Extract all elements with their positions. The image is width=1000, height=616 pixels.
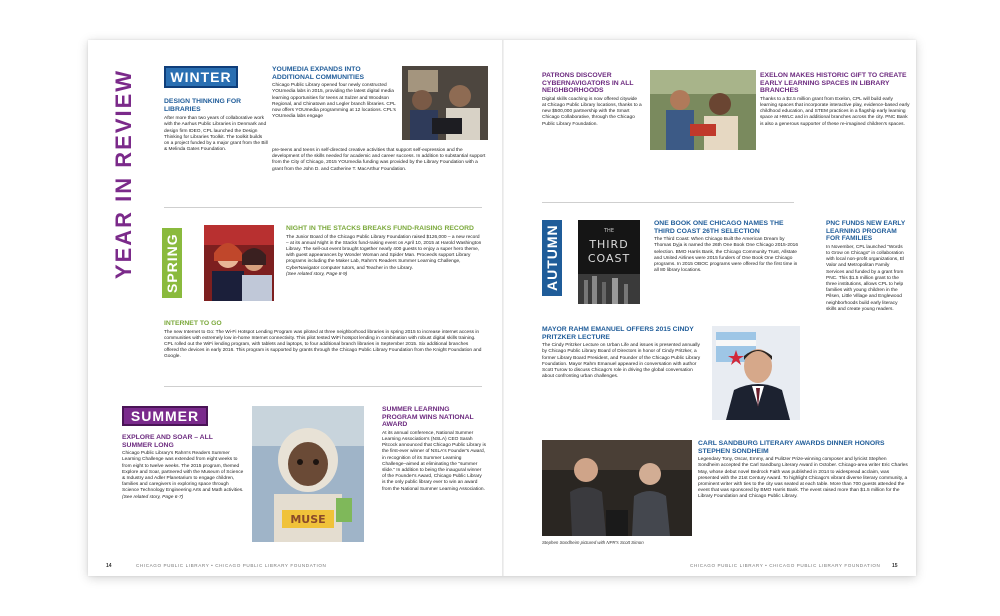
autumn-label: AUTUMN xyxy=(542,220,562,296)
night-in-the-stacks-text: The Junior Board of the Chicago Public Library Foundation raised $126,000 – a new record – at its annual Night in the Stacks fund-raising event on April 10, 2015 at Harold Washington Library. The sell-out event brought together nearly 400 guests to enjoy a super hero theme, with guest appearances by Wonder Woman and Spider Man. Proceeds support Library programs including the Maker Lab, Rahm's Readers Summer Learning Challenge, CyberNavigator computer tutors, and Teacher in the Library. xyxy=(286,234,482,271)
book-title-line-2: COAST xyxy=(587,252,631,265)
explore-and-soar-section xyxy=(122,434,244,501)
cybernavigators-heading: PATRONS DISCOVER CYBERNAVIGATORS IN ALL NEIGHBORHOODS xyxy=(542,72,634,95)
mayor-portrait-photo xyxy=(712,326,800,420)
pnc-text: In November, CPL launched "Words to Grow on Chicago" in collaboration with local non-profit organizations, El Valor and Metropolitan Family Services and funded by a grant from PNC. This $1.5 million grant to the three institutions, allows CPL to help families with young children in the Pilsen, Little Village and Englewood neighborhoods build early literacy skills and create young readers. xyxy=(826,244,905,312)
sandburg-awards-heading: CARL SANDBURG LITERARY AWARDS DINNER HONORS STEPHEN SONDHEIM xyxy=(698,440,885,455)
photo-sign-text: MUSE xyxy=(290,513,326,526)
internet-to-go-section xyxy=(164,320,482,361)
book-title-line-1: THIRD xyxy=(589,238,629,251)
left-footer: CHICAGO PUBLIC LIBRARY • CHICAGO PUBLIC LIBRARY FOUNDATION xyxy=(136,563,327,568)
exelon-heading: EXELON MAKES HISTORIC GIFT TO CREATE EARLY LEARNING SPACES IN LIBRARY BRANCHES xyxy=(760,72,907,95)
explore-and-soar-heading: EXPLORE AND SOAR – ALL SUMMER LONG xyxy=(122,434,213,449)
cybernavigators-text: Digital skills coaching is now offered citywide at Chicago Public Library locations, thanks to a new $500,000 partnership with the Smart Chicago Collaborative, through the Chicago Public Library Foundation. xyxy=(542,96,642,127)
sandburg-awards-text: Legendary Tony, Oscar, Emmy, and Pulitzer Prize-winning composer and lyricist Stephen Sondheim accepted the Carl Sandburg Literary Award in October. Chicago-area writer Eric Charles May, whose debut novel Bedrock Faith was published in 2014 to widespread acclaim, was presented with the 21st Century Award. To highlight Chicago's vibrant diverse literary community, a prominent writer with ties to the city was seated at each table. More than 700 guests attended the event that was sponsored by BMO Harris Bank. The event raised more than $1.5 million for the Library Foundation and Chicago Public Library. xyxy=(698,457,908,500)
early-learning-photo xyxy=(650,70,756,150)
youmedia-section xyxy=(272,66,396,120)
section-divider xyxy=(542,202,794,203)
right-footer: CHICAGO PUBLIC LIBRARY • CHICAGO PUBLIC LIBRARY FOUNDATION xyxy=(690,563,881,568)
section-divider xyxy=(164,207,482,208)
one-book-text: The Third Coast: When Chicago Built the American Dream by Thomas Dyja is named the 26th One Book One Chicago 2015-2016 selection. BMO Harris Bank, the Chicago Community Trust, Allstate and United Airlines were 2015 funders of One Book One Chicago programs. In 2015 OBOC programs were offered for the first time in all 80 library locations. xyxy=(654,237,798,274)
explore-and-soar-text: Chicago Public Library's Rahm's Readers Summer Learning Challenge was extended from eight weeks to from eight to twelve weeks. The 2015 program, themed Explore and Soar, partnered with the Museum of Science & Industry and Adler Planetarium to engage children, families and caregivers in exploring space through Science Technology Engineering Arts and Math activities. xyxy=(122,451,244,494)
night-in-the-stacks-photo xyxy=(204,225,274,301)
left-page-number: 14 xyxy=(106,563,112,569)
summer-award-text: At its annual conference, National Summer Learning Association's (NSLA) CEO Sarah Pitcock announced that Chicago Public Library is the first-ever winner of NSLA's Founder's Award, in recognition of its Summer Learning Challenge–aimed at eliminating the "summer slide." In addition to being the inaugural winner of the Founder's Award, Chicago Public Library is the only public library ever to win an award from the National Summer Learning Association. xyxy=(382,430,486,492)
design-thinking-heading: DESIGN THINKING FOR LIBRARIES xyxy=(164,98,242,113)
summer-award-heading: SUMMER LEARNING PROGRAM WINS NATIONAL AWARD xyxy=(382,406,474,429)
cybernavigators-section xyxy=(542,72,642,128)
night-in-the-stacks-section xyxy=(286,225,482,278)
page-title: YEAR IN REVIEW xyxy=(111,68,136,280)
third-coast-book-cover xyxy=(578,220,640,304)
pritzker-lecture-text: The Cindy Pritzker Lecture on Urban Life and issues is presented annually by Chicago Public Library Board of Directors in honor of Cindy Pritzker, a former Library Board President, and Founder of the Chicago Public Library Foundation. Mayor Rahm Emanuel appeared in conversation with author Scott Turow to discuss Chicago's role in driving the global conversation about confronting urban challenges. xyxy=(542,343,701,380)
section-divider xyxy=(164,386,482,387)
explore-and-soar-ref: (See related story, Page 6-7) xyxy=(122,494,184,500)
exelon-section xyxy=(760,72,910,128)
winter-label: WINTER xyxy=(164,66,238,88)
spring-label: SPRING xyxy=(162,228,182,298)
pnc-heading: PNC FUNDS NEW EARLY LEARNING PROGRAM FOR FAMILIES xyxy=(826,220,906,243)
exelon-text: Thanks to a $2.5 million grant from Exelon, CPL will build early learning spaces that incorporate interactive play, evidence-based early childhood education, and STEM practices in a flagship early learning space at HWLC and in additional branches across the city. PNC Bank is also a generous supporter of these re-imagined children's spaces. xyxy=(760,96,910,127)
summer-award-section xyxy=(382,406,486,493)
summer-child-photo xyxy=(252,406,364,542)
book-title-top: THE xyxy=(604,228,614,234)
design-thinking-section xyxy=(164,98,268,153)
design-thinking-text: After more than two years of collaborative work with the Aarhus Public Libraries in Denmark and design firm IDEO, CPL launched the Design Thinking for Libraries Toolkit. The toolkit builds on a project funded by a major grant from the Bill & Melinda Gates Foundation. xyxy=(164,116,268,153)
internet-to-go-heading: INTERNET TO GO xyxy=(164,320,222,327)
one-book-section xyxy=(654,220,800,274)
photo-caption: Stephen Sondheim pictured with NPR's Scott Simon xyxy=(542,540,644,545)
page-gutter xyxy=(502,40,504,576)
right-page-number: 15 xyxy=(892,563,898,569)
pritzker-lecture-heading: MAYOR RAHM EMANUEL OFFERS 2015 CINDY PRITZKER LECTURE xyxy=(542,326,694,341)
youmedia-text-2: pre-teens and teens in self-directed creative activities that support self-expression and the development of the skills needed for academic and career success. In addition to substantial support from the City of Chicago, 2015 YOUmedia funding was provided by the Library Foundation with a grant from the John D. and Catherine T. MacArthur Foundation. xyxy=(272,148,486,172)
youmedia-text-1: Chicago Public Library opened four newly constructed YOUmedia labs in 2015, providing the latest digital media learning opportunities for teens at Sulzer and Woodson Regional, and Chinatown and Legler branch libraries. CPL now offers YOUmedia programming at 12 locations. CPL's YOUmedia labs engage xyxy=(272,83,396,120)
night-in-the-stacks-ref: (See related story, Page 8-9) xyxy=(286,271,348,277)
sondheim-simon-photo xyxy=(542,440,692,536)
one-book-heading: ONE BOOK ONE CHICAGO NAMES THE THIRD COAST 26TH SELECTION xyxy=(654,220,784,235)
night-in-the-stacks-heading: NIGHT IN THE STACKS BREAKS FUND-RAISING RECORD xyxy=(286,225,474,232)
youmedia-photo xyxy=(402,66,488,140)
pnc-section xyxy=(826,220,906,313)
youmedia-heading: YOUMEDIA EXPANDS INTO ADDITIONAL COMMUNITIES xyxy=(272,66,365,81)
internet-to-go-text: The new Internet to Go: The Wi-Fi Hotspot Lending Program was piloted at three neighborhood libraries in spring 2015 to increase internet access in communities with extremely low in-home Internet connectivity. This pilot tested WiFi hotspot lending in combination with robust digital skills training. CPL rolled out the WiFi lending program, with tablets and laptops, to four additional branch libraries in September 2015. Six additional branches offered the devices in early 2016. This program is supported by grants through the Chicago Public Library Foundation from the Knight Foundation and Google. xyxy=(164,329,482,360)
pritzker-lecture-section xyxy=(542,326,706,380)
summer-label: SUMMER xyxy=(122,406,208,426)
sandburg-awards-section xyxy=(698,440,908,501)
